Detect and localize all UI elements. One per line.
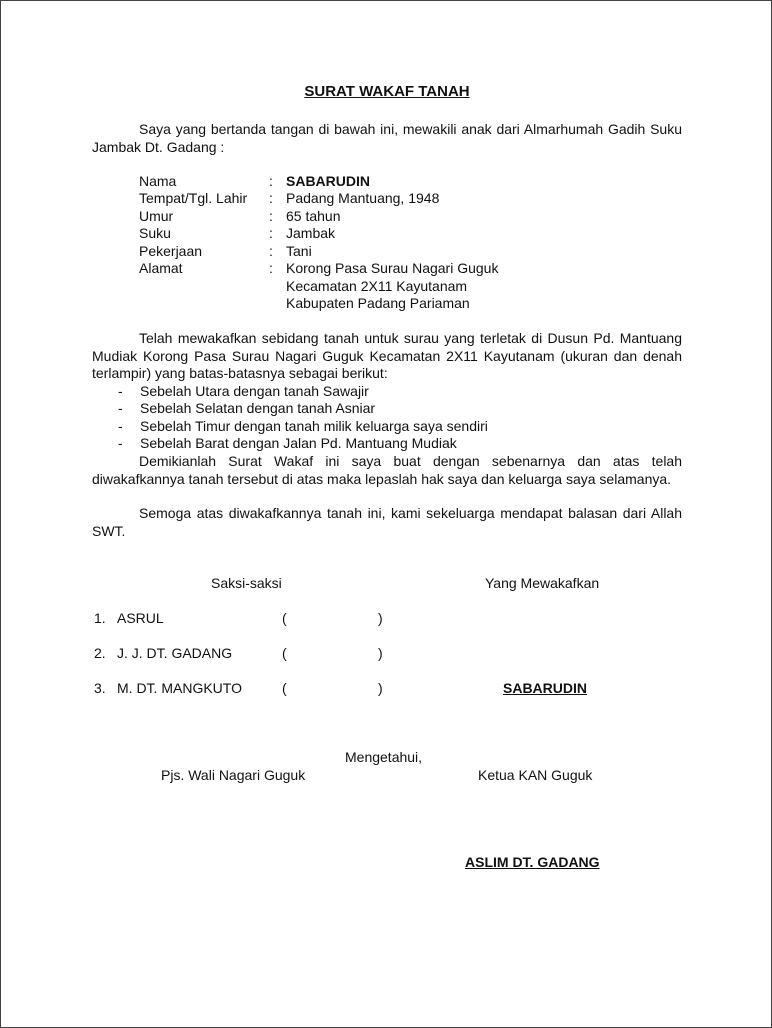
address-line: Kecamatan 2X11 Kayutanam bbox=[286, 278, 468, 294]
bullet-mark: - bbox=[118, 418, 123, 434]
document-title: SURAT WAKAF TANAH bbox=[304, 83, 470, 100]
body-paragraph-1: Telah mewakafkan sebidang tanah untuk surau yang terletak di Dusun Pd. Mantuang Mudiak Korong Pasa Surau Nagari Guguk Kecamatan 2X11 Kayutanam (ukuran dan denah terlampir) yang batas-batasnya sebagai berikut: bbox=[92, 330, 682, 381]
witness-number: 2. bbox=[94, 645, 106, 661]
witness-name: J. J. DT. GADANG bbox=[117, 645, 233, 661]
donor-heading: Yang Mewakafkan bbox=[485, 575, 600, 591]
intro-paragraph: Saya yang bertanda tangan di bawah ini, mewakili anak dari Almarhumah Gadih Suku Jambak Dt. Gadang : bbox=[92, 121, 682, 155]
bullet-mark: - bbox=[118, 383, 123, 399]
boundary-south: Sebelah Selatan dengan tanah Asniar bbox=[140, 400, 376, 416]
boundary-north: Sebelah Utara dengan tanah Sawajir bbox=[140, 383, 369, 399]
acknowledgment-heading: Mengetahui, bbox=[345, 749, 423, 765]
kan-head-name: ASLIM DT. GADANG bbox=[465, 854, 600, 870]
identity-label-age: Umur bbox=[139, 208, 174, 224]
village-head-title: Pjs. Wali Nagari Guguk bbox=[161, 767, 306, 783]
identity-separator: : bbox=[269, 208, 273, 224]
identity-value-age: 65 tahun bbox=[286, 208, 341, 224]
signature-close-paren: ) bbox=[378, 610, 383, 626]
kan-head-title: Ketua KAN Guguk bbox=[478, 767, 593, 783]
body-paragraph-3: Semoga atas diwakafkannya tanah ini, kami sekeluarga mendapat balasan dari Allah SWT. bbox=[92, 505, 682, 539]
signature-open-paren: ( bbox=[282, 610, 287, 626]
identity-separator: : bbox=[269, 190, 273, 206]
identity-label-address: Alamat bbox=[139, 260, 183, 276]
identity-separator: : bbox=[269, 225, 273, 241]
signature-close-paren: ) bbox=[378, 645, 383, 661]
identity-label-job: Pekerjaan bbox=[139, 243, 203, 259]
identity-label-birth: Tempat/Tgl. Lahir bbox=[139, 190, 248, 206]
body-paragraph-2: Demikianlah Surat Wakaf ini saya buat dengan sebenarnya dan atas telah diwakafkannya tanah tersebut di atas maka lepaslah hak saya dan keluarga saya selamanya. bbox=[92, 453, 682, 487]
donor-name: SABARUDIN bbox=[503, 680, 587, 696]
identity-separator: : bbox=[269, 260, 273, 276]
bullet-mark: - bbox=[118, 435, 123, 451]
witness-number: 3. bbox=[94, 680, 106, 696]
boundary-east: Sebelah Timur dengan tanah milik keluarga saya sendiri bbox=[140, 418, 488, 434]
signature-close-paren: ) bbox=[378, 680, 383, 696]
witness-name: ASRUL bbox=[117, 610, 164, 626]
identity-value-address: Korong Pasa Surau Nagari Guguk bbox=[286, 260, 499, 276]
witness-number: 1. bbox=[94, 610, 106, 626]
identity-value-tribe: Jambak bbox=[286, 225, 336, 241]
address-line: Kabupaten Padang Pariaman bbox=[286, 295, 470, 311]
bullet-mark: - bbox=[118, 400, 123, 416]
witness-name: M. DT. MANGKUTO bbox=[117, 680, 242, 696]
identity-separator: : bbox=[269, 173, 273, 189]
identity-value-job: Tani bbox=[286, 243, 312, 259]
identity-separator: : bbox=[269, 243, 273, 259]
boundary-west: Sebelah Barat dengan Jalan Pd. Mantuang Mudiak bbox=[140, 435, 457, 451]
witness-heading: Saksi-saksi bbox=[211, 575, 282, 591]
identity-label-tribe: Suku bbox=[139, 225, 171, 241]
identity-value-birth: Padang Mantuang, 1948 bbox=[286, 190, 440, 206]
signature-open-paren: ( bbox=[282, 645, 287, 661]
signature-open-paren: ( bbox=[282, 680, 287, 696]
identity-value-name: SABARUDIN bbox=[286, 173, 370, 189]
identity-label-name: Nama bbox=[139, 173, 177, 189]
